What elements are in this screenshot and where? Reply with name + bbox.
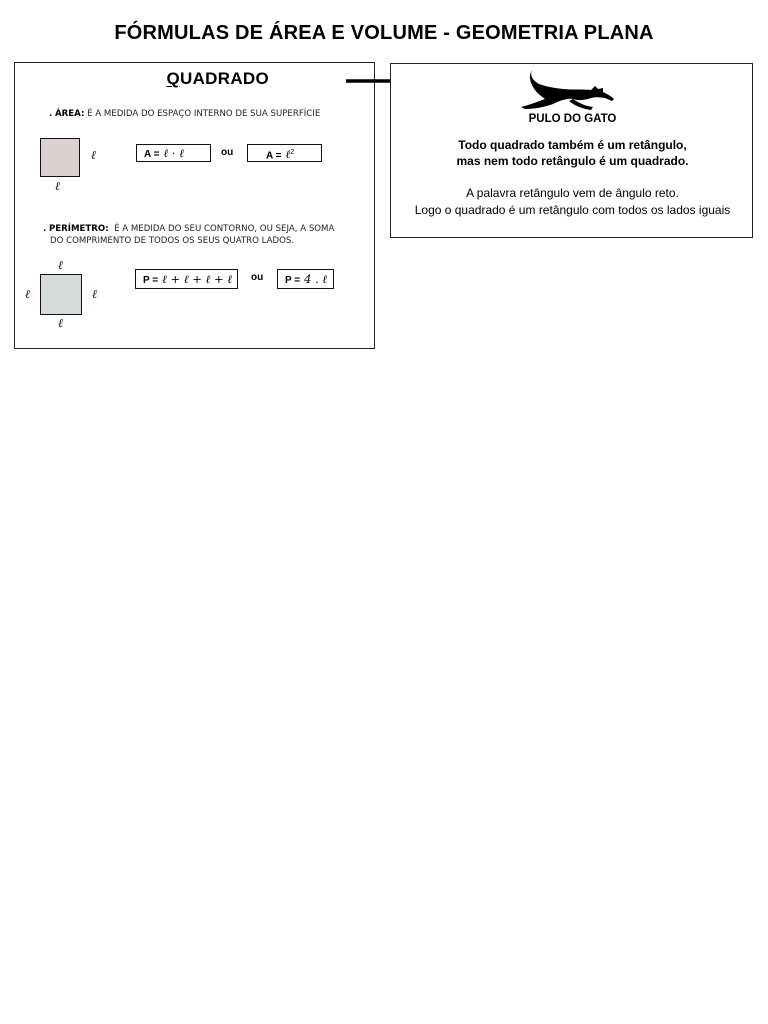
page-title: FÓRMULAS DE ÁREA E VOLUME - GEOMETRIA PLANA [114, 22, 654, 44]
perimetro-side-label-bottom: ℓ [58, 316, 63, 330]
pulo-do-gato-panel [390, 63, 753, 238]
quadrado-panel [14, 62, 375, 349]
area-square-figure [40, 138, 80, 177]
area-side-label-bottom: ℓ [55, 179, 60, 193]
perimetro-square-figure [40, 274, 82, 315]
area-formula-product: A = ℓ · ℓ [136, 144, 211, 162]
perimetro-formula-product: P = 4 . ℓ [277, 269, 334, 289]
perimetro-side-label-right: ℓ [92, 287, 97, 301]
area-side-label-right: ℓ [91, 148, 96, 162]
perimetro-side-label-left: ℓ [25, 287, 30, 301]
area-definition-text: É A MEDIDA DO ESPAÇO INTERNO DE SUA SUPERFÍCIE [87, 109, 321, 119]
leaping-cat-icon [519, 66, 617, 112]
pulo-do-gato-highlight: Todo quadrado também é um retângulo, mas nem todo retângulo é um quadrado. [456, 138, 689, 168]
perimetro-side-label-top: ℓ [58, 258, 63, 272]
area-definition: . ÁREA: É A MEDIDA DO ESPAÇO INTERNO DE SUA SUPERFÍCIE [49, 109, 321, 119]
area-connector: ou [221, 147, 234, 158]
perimetro-connector: ou [251, 272, 264, 283]
pulo-do-gato-explanation: A palavra retângulo vem de ângulo reto. Logo o quadrado é um retângulo com todos os lados iguais [414, 186, 731, 217]
area-formula-square: A = ℓ$^2$ [247, 144, 322, 162]
perimetro-term: PERÍMETRO: [49, 224, 109, 234]
perimetro-definition: . PERÍMETRO: É A MEDIDA DO SEU CONTORNO, OU SEJA, A SOMA DO COMPRIMENTO DE TODOS OS SEUS QUATRO LADOS. [43, 224, 335, 246]
perimetro-formula-sum: P = ℓ + ℓ + ℓ + ℓ [135, 269, 238, 289]
pulo-do-gato-title: PULO DO GATO [528, 113, 617, 125]
quadrado-title: QUADRADO [166, 69, 269, 88]
area-term: ÁREA: [55, 109, 85, 119]
